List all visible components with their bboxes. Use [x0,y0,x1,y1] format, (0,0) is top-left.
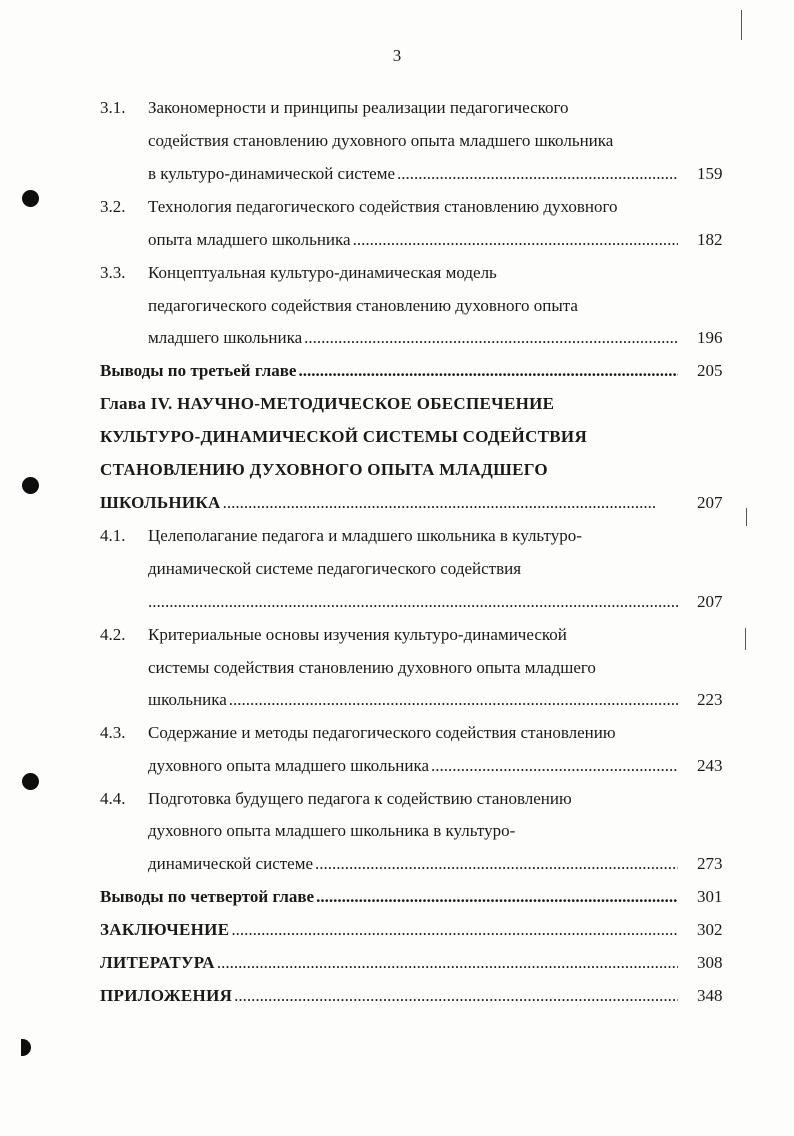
dot-leader [217,953,678,973]
toc-entry-text [148,592,678,612]
page-number: 3 [392,46,402,65]
toc-entry-text: динамической системе ..... [148,854,678,874]
toc-entry-text: школьника ..... [148,690,678,710]
toc-entry-text: педагогического содействия становлению духовного опыта [148,296,578,315]
toc-page-number: 348 [697,986,723,1005]
dot-leader [148,592,678,612]
toc-entry-title: ПРИЛОЖЕНИЯ ..... [100,986,678,1006]
toc-entry-text: Подготовка будущего педагога к содействию становлению [148,789,572,808]
toc-entry-text: динамической системе педагогического содействия [148,559,522,578]
toc-entry-number: 4.3. [100,723,126,742]
dot-leader [315,854,678,874]
toc-entry-number: 4.4. [100,789,126,808]
toc-page-number: 243 [697,756,723,775]
dot-leader [397,164,678,184]
toc-entry-title: ЛИТЕРАТУРА ..... [100,953,678,973]
toc-entry-number: 3.1. [100,98,126,117]
chapter-title: ШКОЛЬНИКА ..... [100,493,656,513]
toc-page-number: 207 [697,493,723,512]
dot-leader [223,493,656,513]
toc-entry-number: 3.3. [100,263,126,282]
toc-entry-text: Закономерности и принципы реализации педагогического [148,98,569,117]
toc-entry-number: 4.2. [100,625,126,644]
toc-page-number: 196 [697,328,723,347]
dot-leader [353,230,678,250]
dot-leader [231,920,678,940]
toc-entry-text: духовного опыта младшего школьника в культуро- [148,821,516,840]
toc-entry-title: Выводы по четвертой главе ..... [100,887,678,907]
toc-entry-text: Содержание и методы педагогического содействия становлению [148,723,616,742]
toc-entry-text: Целеполагание педагога и младшего школьника в культуро- [148,526,582,545]
toc-page-number: 301 [697,887,723,906]
dot-leader [304,328,678,348]
dot-leader [229,690,678,710]
chapter-title: Глава IV. НАУЧНО-МЕТОДИЧЕСКОЕ ОБЕСПЕЧЕНИЕ [100,394,555,413]
dot-leader [234,986,678,1006]
toc-page-number: 207 [697,592,723,611]
toc-entry-number: 3.2. [100,197,126,216]
toc-entry-text: в культуро-динамической системе ..... [148,164,678,184]
chapter-title: КУЛЬТУРО-ДИНАМИЧЕСКОЙ СИСТЕМЫ СОДЕЙСТВИЯ [100,427,588,446]
toc-entry-text: Технология педагогического содействия становлению духовного [148,197,618,216]
dot-leader [298,361,678,381]
dot-leader [316,887,678,907]
toc-entry-text: духовного опыта младшего школьника ..... [148,756,678,776]
dot-leader [431,756,678,776]
toc-page-number: 273 [697,854,723,873]
toc-page-number: 205 [697,361,723,380]
toc-entry-text: Критериальные основы изучения культуро-динамической [148,625,567,644]
toc-entry-title: ЗАКЛЮЧЕНИЕ ..... [100,920,678,940]
toc-entry-text: содействия становлению духовного опыта младшего школьника [148,131,614,150]
toc-entry-text: Концептуальная культуро-динамическая модель [148,263,497,282]
chapter-title: СТАНОВЛЕНИЮ ДУХОВНОГО ОПЫТА МЛАДШЕГО [100,460,548,479]
toc-entry-title: Выводы по третьей главе ..... [100,361,678,381]
toc-page-number: 223 [697,690,723,709]
toc-entry-text: опыта младшего школьника ..... [148,230,678,250]
toc-page-number: 182 [697,230,723,249]
toc-page-number: 302 [697,920,723,939]
toc-entry-text: системы содействия становлению духовного опыта младшего [148,658,596,677]
toc-entry-text: младшего школьника ..... [148,328,678,348]
toc-page-number: 308 [697,953,723,972]
toc-page-number: 159 [697,164,723,183]
toc-entry-number: 4.1. [100,526,126,545]
